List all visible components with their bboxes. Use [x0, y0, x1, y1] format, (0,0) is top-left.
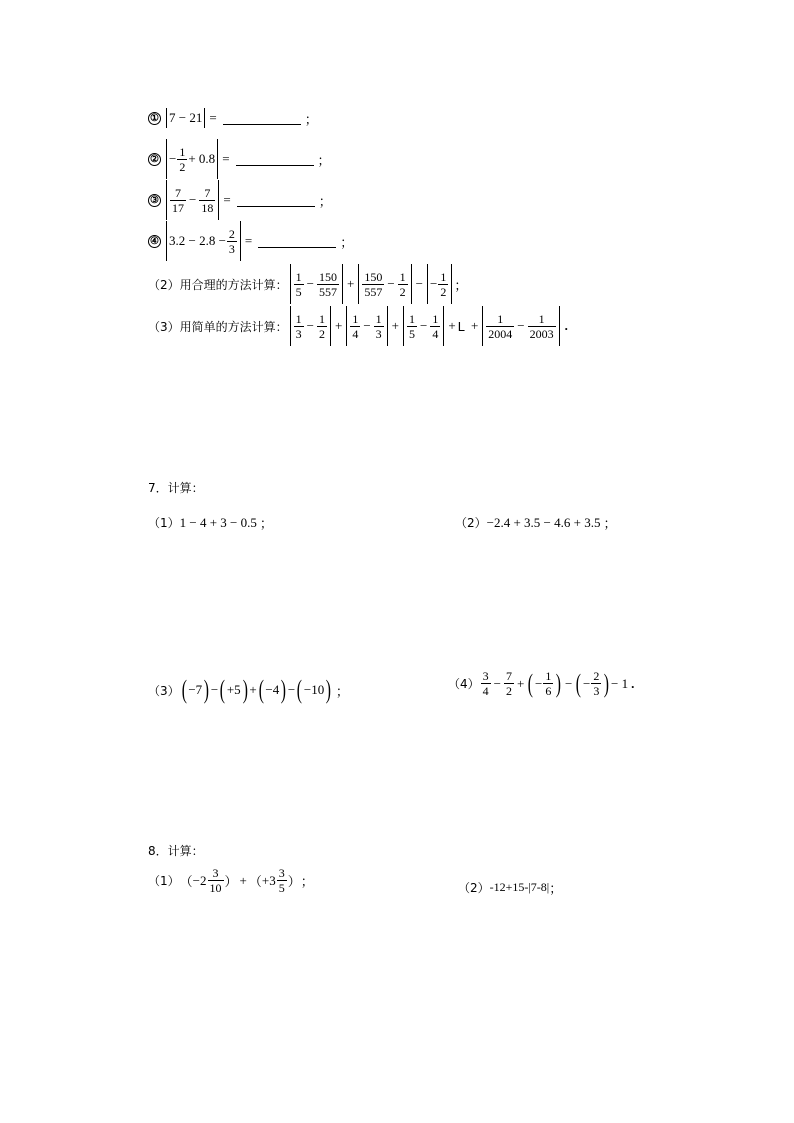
item-4: ④ 3.2 − 2.8 − $\frac{2}{3}$ = ； [148, 221, 353, 261]
question-8-title: 8．计算： [148, 844, 204, 858]
ellipsis: L [457, 318, 465, 334]
part-label: （2）用合理的方法计算： [148, 277, 288, 292]
fraction: $\frac{1}{2}$ [179, 144, 186, 174]
q7-part-4: （4） $\frac{3}{4}$ − $\frac{7}{2}$ + ( − $\frac{1}{6}$ ) − ( − $\frac{2}{3}$ ) − 1 . [448, 668, 635, 698]
fraction: $\frac{2}{3}$ [228, 226, 235, 256]
fraction: $\frac{7}{17}$ [172, 185, 184, 215]
abs-expr: 3.2 − 2.8 − $\frac{2}{3}$ [166, 221, 241, 261]
abs-term: $\frac{1}{2004}$ − $\frac{1}{2003}$ [482, 306, 559, 346]
q7-part-2: （2） −2.4 + 3.5 − 4.6 + 3.5 ； [455, 514, 617, 531]
abs-term: − $\frac{1}{2}$ [427, 264, 452, 304]
answer-blank [223, 112, 301, 125]
abs-term: $\frac{1}{5}$ − $\frac{150}{557}$ [290, 264, 343, 304]
item-number-2: ② [148, 153, 161, 166]
answer-blank [236, 153, 314, 166]
item-number-4: ④ [148, 235, 161, 248]
item-3: ③ $\frac{7}{17}$ − $\frac{7}{18}$ = ； [148, 180, 332, 220]
fraction: $\frac{7}{18}$ [201, 185, 214, 215]
item-1: ① 7 − 21 = ； [148, 108, 318, 128]
q7-part-3: （3） ( −7 ) − ( +5 ) + ( −4 ) − ( −10 ) ； [148, 675, 349, 704]
part-label: （3）用简单的方法计算： [148, 319, 288, 334]
part-3: （3）用简单的方法计算： $\frac{1}{3}$ − $\frac{1}{2}$ + $\frac{1}{4}$ − $\frac{1}{3}$ + $\frac{1}{5}$ − $\frac{1}{4}$ + L + $\frac{1}{2004}$ − $\frac{1}{2003}$ . [148, 306, 568, 346]
item-number-1: ① [148, 112, 161, 125]
q7-part-1: （1） 1 − 4 + 3 − 0.5 ； [148, 514, 273, 531]
abs-term: $\frac{150}{557}$ − $\frac{1}{2}$ [358, 264, 411, 304]
abs-expr: − $\frac{1}{2}$ + 0.8 [166, 139, 218, 179]
abs-expr: 7 − 21 [166, 108, 205, 128]
item-2: ② − $\frac{1}{2}$ + 0.8 = ； [148, 139, 331, 179]
answer-blank [258, 235, 336, 248]
part-2: （2）用合理的方法计算： $\frac{1}{5}$ − $\frac{150}{557}$ + $\frac{150}{557}$ − $\frac{1}{2}$ − − $\frac{1}{2}$ ； [148, 264, 467, 304]
question-7-title: 7．计算： [148, 481, 204, 495]
q8-part-2: （2） -12+15-|7-8| ； [458, 880, 563, 896]
abs-term: $\frac{1}{5}$ − $\frac{1}{4}$ [403, 306, 444, 346]
abs-expr: $\frac{7}{17}$ − $\frac{7}{18}$ [166, 180, 219, 220]
abs-term: $\frac{1}{3}$ − $\frac{1}{2}$ [290, 306, 331, 346]
item-number-3: ③ [148, 194, 161, 207]
abs-term: $\frac{1}{4}$ − $\frac{1}{3}$ [346, 306, 387, 346]
q8-part-1: （1） （ −2 $\frac{3}{10}$ ） + （ +3 $\frac{3}{5}$ ） ； [148, 866, 314, 895]
answer-blank [237, 194, 315, 207]
